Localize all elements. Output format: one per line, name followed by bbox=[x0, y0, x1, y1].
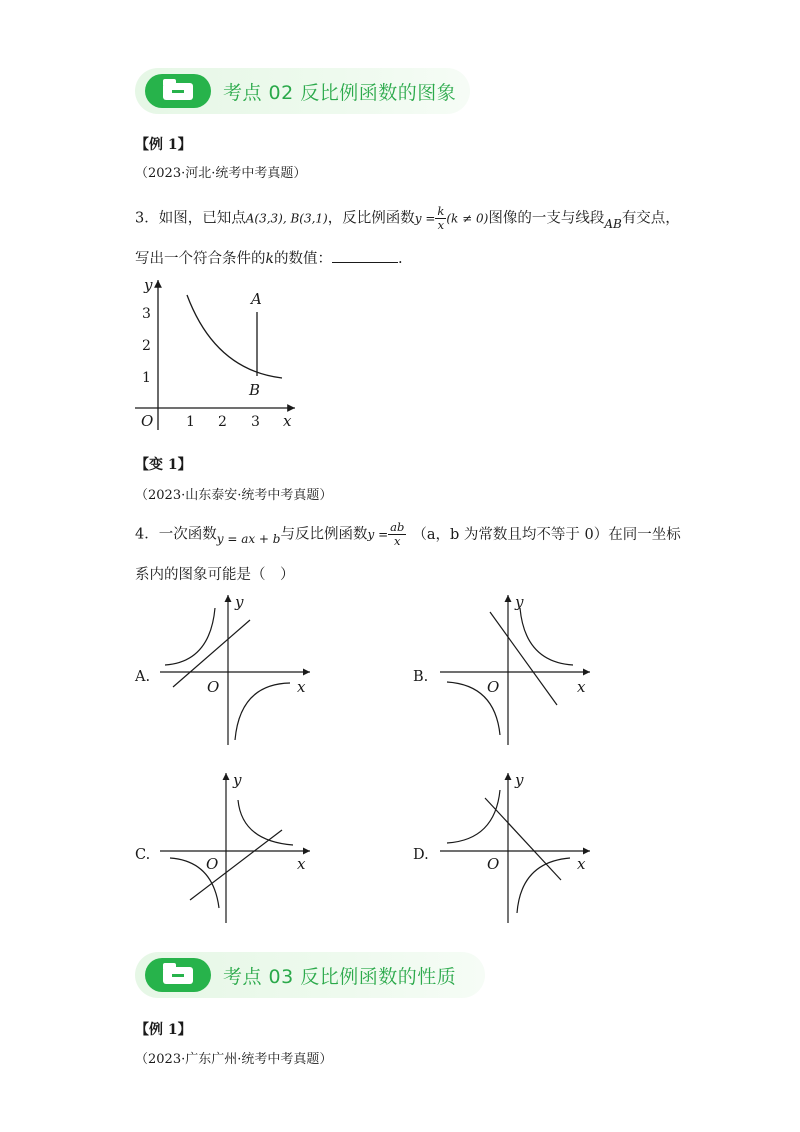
folder-icon bbox=[145, 958, 211, 992]
x-label: x bbox=[577, 855, 586, 873]
hyperbola-lower bbox=[235, 683, 290, 740]
hyperbola-lower bbox=[517, 858, 570, 913]
tick-y-2: 2 bbox=[142, 338, 151, 354]
fraction-numerator: k bbox=[437, 204, 445, 218]
fraction-numerator: ab bbox=[390, 520, 405, 534]
tick-y-3: 3 bbox=[142, 306, 151, 322]
point-a-label: A bbox=[251, 290, 262, 308]
hyperbola-upper bbox=[447, 790, 500, 843]
folder-icon bbox=[145, 74, 211, 108]
math-linear: y = ax + b bbox=[216, 531, 281, 546]
math-fraction bbox=[435, 205, 446, 232]
math-k: k bbox=[265, 251, 274, 267]
question-text: 一次函数 bbox=[158, 526, 217, 543]
question-line bbox=[135, 521, 681, 548]
linear-line bbox=[190, 830, 282, 900]
example-tag: 【例 1】 bbox=[135, 137, 192, 153]
answer-blank[interactable] bbox=[332, 248, 398, 263]
y-label: y bbox=[235, 593, 244, 611]
option-d-label[interactable]: D. bbox=[413, 847, 429, 863]
origin-label: O bbox=[141, 412, 154, 430]
y-label: y bbox=[515, 771, 524, 789]
example-tag: 【例 1】 bbox=[135, 1022, 192, 1038]
hyperbola-branch bbox=[187, 295, 282, 378]
question-text: （a，b 为常数且均不等于 0）在同一坐标 bbox=[412, 526, 681, 543]
tick-x-1: 1 bbox=[186, 414, 195, 430]
tick-x-2: 2 bbox=[218, 414, 227, 430]
question-source: （2023·山东泰安·统考中考真题） bbox=[135, 488, 333, 503]
x-label: x bbox=[577, 678, 586, 696]
question-number: 3． bbox=[135, 210, 159, 227]
option-a-graph[interactable] bbox=[155, 590, 320, 750]
option-d-graph[interactable] bbox=[435, 768, 600, 928]
question-line-2: 系内的图象可能是（ ） bbox=[135, 567, 295, 583]
point-b-label: B bbox=[249, 381, 261, 399]
math-condition: (k ≠ 0) bbox=[446, 211, 489, 226]
period: . bbox=[397, 251, 403, 267]
question-text: 图像的一支与线段 bbox=[488, 210, 605, 227]
question-text: 写出一个符合条件的 bbox=[135, 251, 266, 267]
question-line-2 bbox=[135, 248, 403, 269]
hyperbola-upper bbox=[238, 800, 293, 845]
math-segment: AB bbox=[604, 216, 622, 231]
option-b-graph[interactable] bbox=[435, 590, 600, 750]
tick-y-1: 1 bbox=[142, 370, 151, 386]
section-title: 考点 03 反比例函数的性质 bbox=[223, 966, 457, 988]
option-c-graph[interactable] bbox=[155, 768, 320, 928]
section-banner-02 bbox=[135, 68, 470, 114]
option-b-label[interactable]: B. bbox=[413, 669, 429, 685]
variant-tag: 【变 1】 bbox=[135, 457, 192, 473]
linear-line bbox=[173, 620, 250, 687]
section-title: 考点 02 反比例函数的图象 bbox=[223, 82, 457, 104]
tick-x-3: 3 bbox=[251, 414, 260, 430]
x-axis-label: x bbox=[283, 412, 292, 430]
section-banner-03 bbox=[135, 952, 485, 998]
question-text: 如图，已知点 bbox=[158, 210, 246, 227]
x-label: x bbox=[297, 855, 306, 873]
question-text: 与反比例函数 bbox=[280, 526, 368, 543]
y-label: y bbox=[515, 593, 524, 611]
question-text: 有交点， bbox=[621, 210, 680, 227]
question-text: 的数值： bbox=[273, 251, 332, 267]
question-number: 4． bbox=[135, 526, 159, 543]
math-func-lhs: y = bbox=[414, 211, 436, 226]
y-axis-label: y bbox=[144, 276, 153, 294]
inverse-function-graph bbox=[130, 270, 310, 435]
math-inv-lhs: y = bbox=[367, 527, 389, 542]
question-source: （2023·广东广州·统考中考真题） bbox=[135, 1052, 333, 1067]
question-source: （2023·河北·统考中考真题） bbox=[135, 166, 307, 181]
option-c-label[interactable]: C. bbox=[135, 847, 151, 863]
y-label: y bbox=[233, 771, 242, 789]
hyperbola-upper bbox=[520, 608, 573, 665]
x-label: x bbox=[297, 678, 306, 696]
fraction-denominator: x bbox=[437, 218, 445, 232]
question-text: ，反比例函数 bbox=[327, 210, 415, 227]
fraction-denominator: x bbox=[394, 534, 401, 548]
origin-label: O bbox=[207, 678, 220, 696]
option-a-label[interactable]: A. bbox=[135, 669, 151, 685]
origin-label: O bbox=[487, 855, 500, 873]
origin-label: O bbox=[487, 678, 500, 696]
math-fraction bbox=[388, 521, 406, 548]
question-line bbox=[135, 205, 680, 232]
math-points: A(3,3), B(3,1) bbox=[245, 211, 328, 226]
origin-label: O bbox=[206, 855, 219, 873]
